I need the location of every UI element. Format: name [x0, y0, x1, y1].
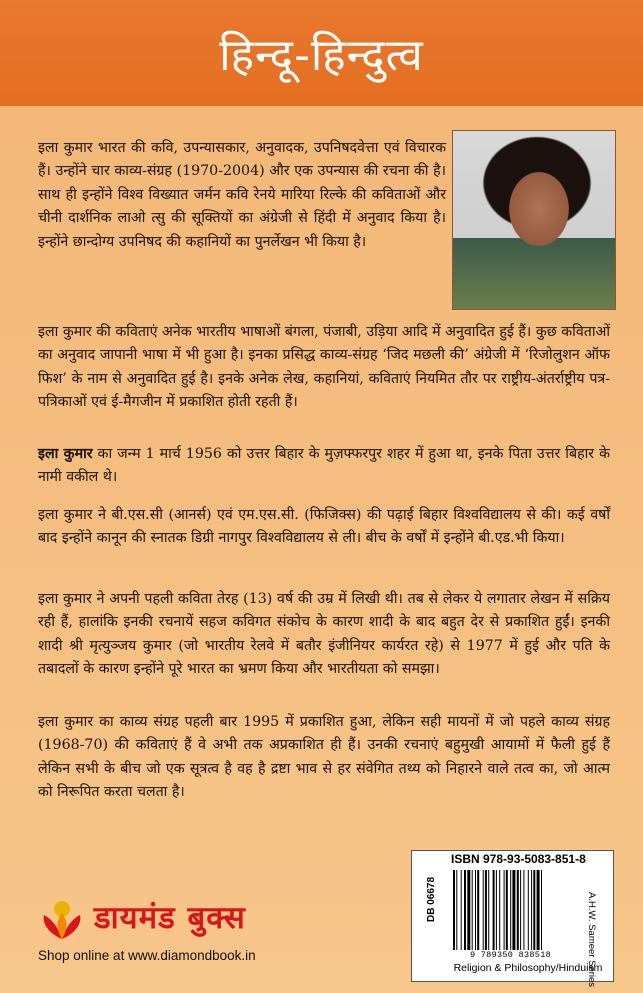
barcode-bar — [537, 870, 540, 950]
barcode-bar — [533, 870, 535, 950]
barcode-bar — [472, 870, 473, 950]
lotus-icon — [38, 897, 86, 941]
barcode-bar — [461, 870, 462, 950]
header-band — [0, 0, 643, 106]
bio-paragraph-intro: इला कुमार भारत की कवि, उपन्यासकार, अनुवादक, उपनिषदवेत्ता एवं विचारक हैं। उन्होंने चार काव्य-संग्रह (1970-2004) और एक उपन्यास की रचना की है। साथ ही इन्होंने विश्व विख्यात जर्मन कवि रेनये मारिया रिल्के की कविताओं और चीनी दार्शनिक लाओ त्सु की सूक्तियों का अंग्रेजी से हिंदी में अनुवाद किया है। इन्होंने छान्दोग्य उपनिषद की कहानियों का पुनर्लेखन भी किया है। — [38, 140, 446, 250]
barcode-digits: 9 789350 838518 — [469, 950, 551, 960]
shop-online-text: Shop online at www.diamondbook.in — [38, 948, 256, 963]
barcode-bar — [475, 870, 476, 950]
barcode-bar — [464, 870, 466, 950]
db-code: DB 06678 — [426, 876, 437, 922]
barcode-bar — [528, 870, 529, 950]
barcode-bar — [477, 870, 479, 950]
barcode-bar — [541, 870, 542, 950]
barcode-bar — [485, 870, 487, 950]
publisher-brand: डायमंड बुक्स — [94, 900, 246, 936]
barcode-bar — [512, 870, 515, 950]
barcode-bar — [523, 870, 524, 950]
barcode-bar — [467, 870, 470, 950]
barcode-bar — [506, 870, 508, 950]
bio-birth-text: का जन्म 1 मार्च 1956 को उत्तर बिहार के मुज़फ्फरपुर शहर में हुआ था, इनके पिता उत्तर बिहार के नामी वकील थे। — [38, 446, 610, 486]
barcode-bar — [510, 870, 511, 950]
bio-paragraph-birth — [38, 443, 610, 490]
publisher-logo — [38, 895, 338, 943]
isbn-label: ISBN 978-93-5083-851-8 — [451, 852, 586, 866]
category-label: Religion & Philosophy/Hinduism — [453, 962, 603, 974]
barcode-bar — [520, 870, 521, 950]
barcode-bar — [504, 870, 505, 950]
barcode-bar — [488, 870, 489, 950]
barcode-bar — [517, 870, 519, 950]
bio-paragraph-translations: इला कुमार की कविताएं अनेक भारतीय भाषाओं बंगला, पंजाबी, उड़िया आदि में अनुवादित हुई हैं। कुछ कविताओं का अनुवाद जापानी भाषा में भी हुआ है। इनका प्रसिद्ध काव्य-संग्रह ‘जिद मछली की’ अंग्रेजी में ‘रिजोलुशन ऑफ फिश’ के नाम से अनुवादित हुई है। इनके अनेक लेख, कहानियां, कविताएं नियमित तौर पर राष्ट्रीय-अंतर्राष्ट्रीय पत्र-पत्रिकाओं एवं ई-मैगजीन में प्रकाशित होती रहती हैं। — [38, 324, 610, 411]
series-label — [583, 892, 597, 932]
barcode-bar — [496, 870, 497, 950]
bio-paragraph-career: इला कुमार ने अपनी पहली कविता तेरह (13) वर्ष की उम्र में लिखी थी। तब से लेकर ये लगातार लेखन में सक्रिय रही हैं, हालांकि इनकी रचनायें सहज कविगत संकोच के कारण शादी के बाद बहुत देर से प्रकाशित हुईं। इनकी शादी श्री मृत्युञ्जय कुमार (जो भारतीय रेलवे में बतौर इंजीनियर कार्यरत रहे) से 1977 में हुई और पति के तबादलों के कारण इन्होंने पूरे भारत का भ्रमण किया और भारतीयता को समझा। — [38, 591, 610, 678]
author-photo — [452, 130, 616, 310]
bio-paragraph-works: इला कुमार का काव्य संग्रह पहली बार 1995 में प्रकाशित हुआ, लेकिन सही मायनों में जो पहले काव्य संग्रह (1968-70) की कविताएं हैं वे अभी तक अप्रकाशित ही हैं। उनकी रचनाएं बहुमुखी आयामों में फैली हुई हैं लेकिन सभी के बीच जो एक सूत्रत्व है वह है द्रष्टा भाव से हर संवेगित तथ्य को निहारने वाले तत्व का, जो आत्म को निरूपित करता चलता है। — [38, 714, 610, 801]
bio-paragraph-education: इला कुमार ने बी.एस.सी (आनर्स) एवं एम.एस.सी. (फिजिक्स) की पढ़ाई बिहार विश्वविद्यालय से की। कई वर्षों बाद इन्होंने कानून की स्नातक डिग्री नागपुर विश्वविद्यालय से ली। बीच के वर्षों में इन्होंने बी.एड.भी किया। — [38, 507, 610, 547]
barcode-bar — [456, 870, 457, 950]
barcode-bar — [453, 870, 455, 950]
barcode-bar — [493, 870, 495, 950]
book-title: हिन्दू-हिन्दुत्व — [219, 30, 424, 81]
barcode-bar — [499, 870, 500, 950]
barcode-bar — [531, 870, 532, 950]
author-name-bold: इला कुमार — [38, 446, 93, 462]
barcode-bar — [483, 870, 484, 950]
barcode-bars — [451, 870, 570, 952]
